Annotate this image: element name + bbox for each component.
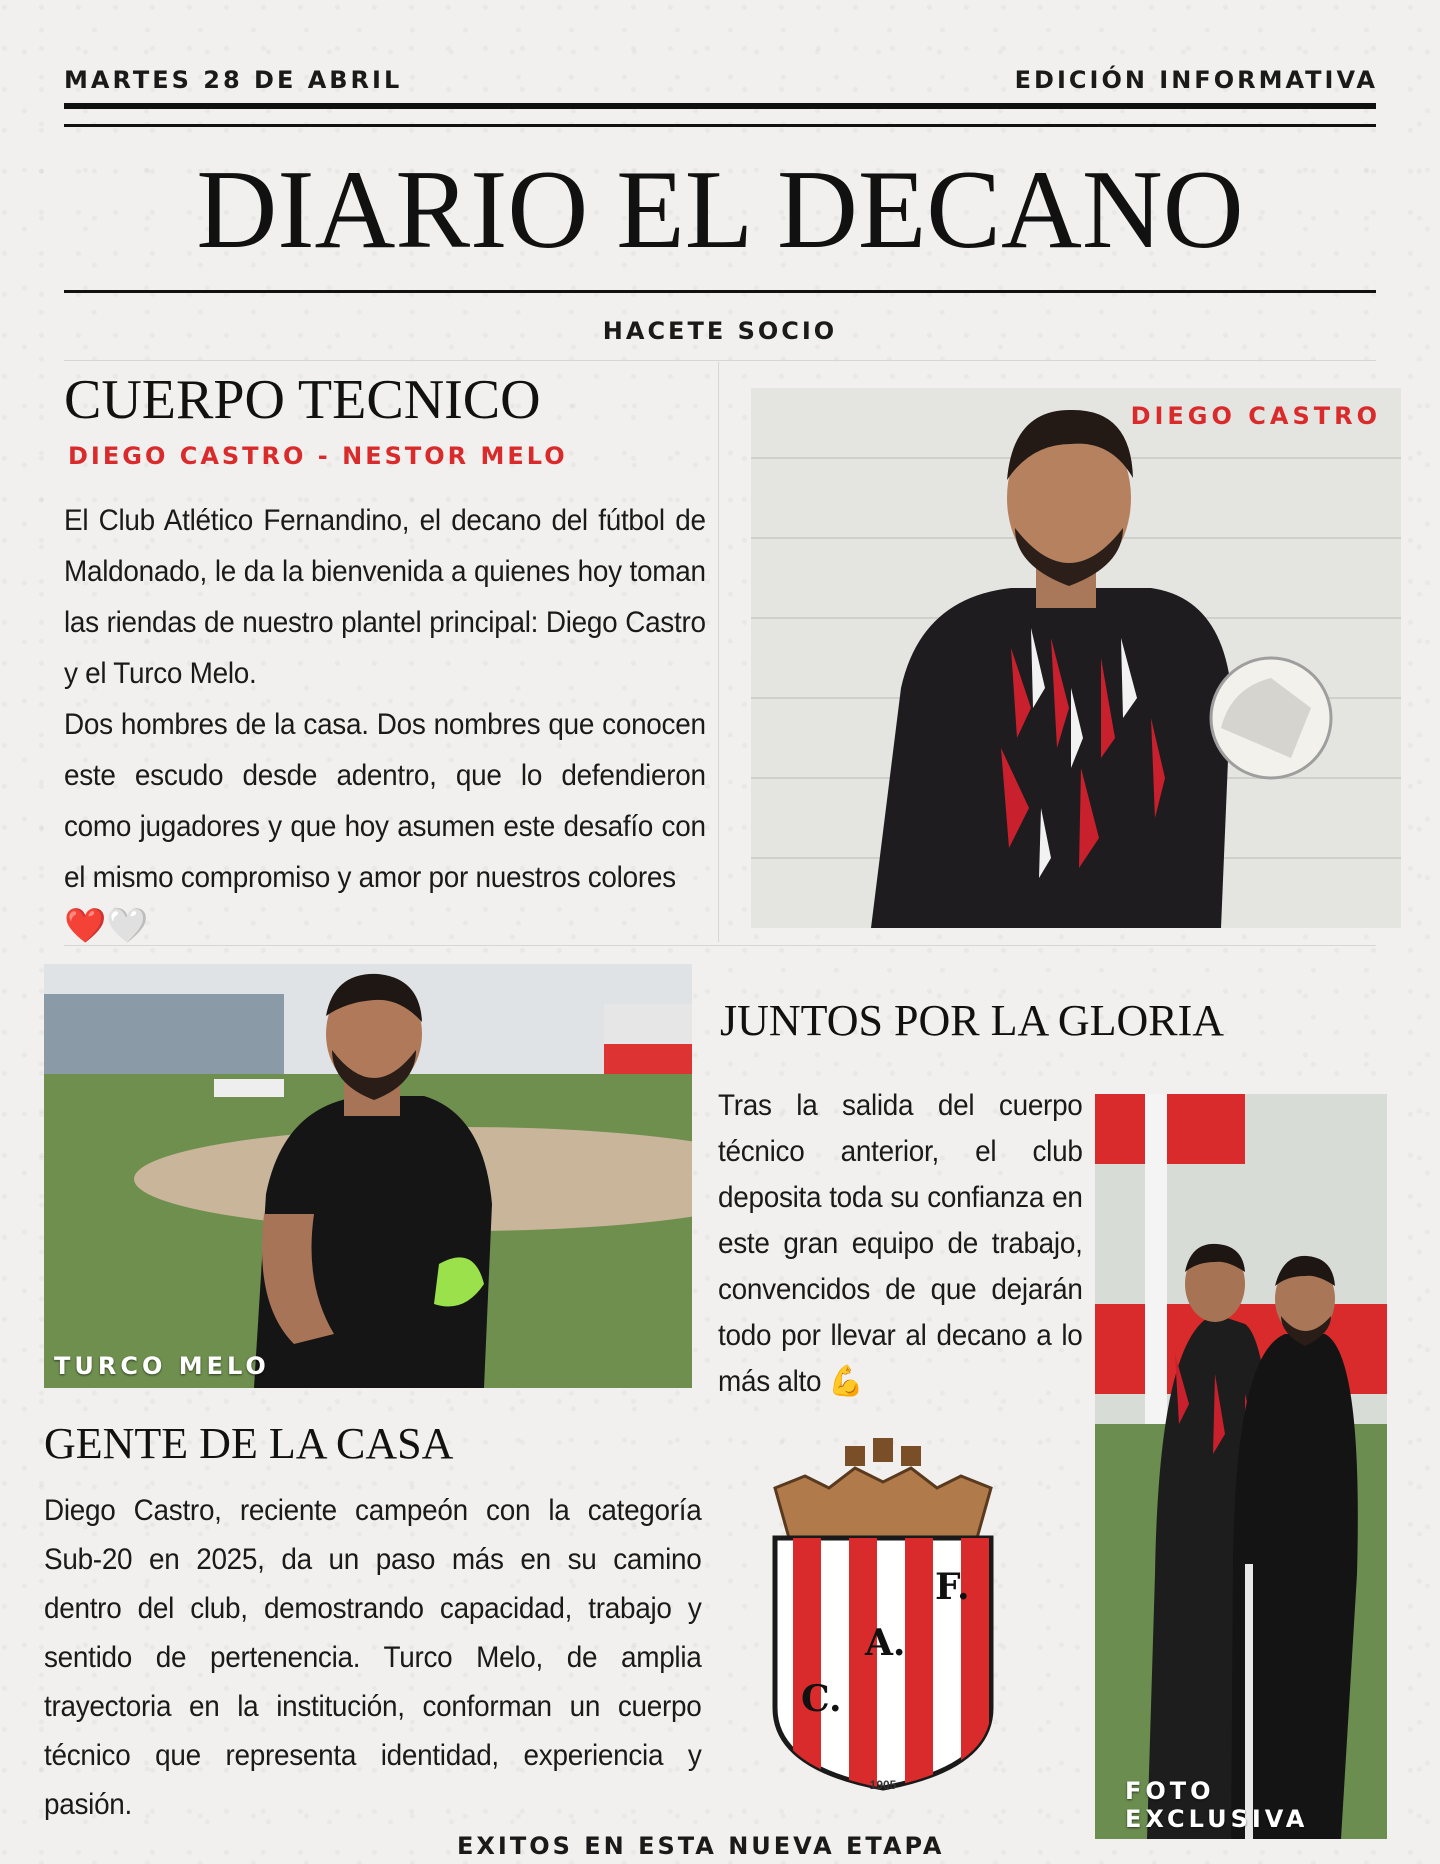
article1-paragraph-2: Dos hombres de la casa. Dos nombres que conocen este escudo desde adentro, que lo defendieron como jugadores y que hoy asumen este desafío con el mismo compromiso y amor por nuestros colores: [64, 708, 706, 894]
photo-exclusiva[interactable]: [1095, 1094, 1387, 1839]
article3-title: GENTE DE LA CASA: [44, 1419, 454, 1468]
crest-letter-f: F.: [935, 1566, 970, 1608]
section-rule-top: [64, 360, 1376, 361]
club-crest: [745, 1438, 1021, 1802]
article1-paragraph: El Club Atlético Fernandino, el decano del fútbol de Maldonado, le da la bienvenida a quienes hoy toman las riendas de nuestro plantel principal: Diego Castro y el Turco Melo.: [64, 504, 706, 690]
edition-label: EDICIÓN INFORMATIVA: [1014, 66, 1378, 94]
photo-diego-castro[interactable]: [751, 388, 1401, 928]
article3-paragraph: Diego Castro, reciente campeón con la categoría Sub-20 en 2025, da un paso más en su camino dentro del club, demostrando capacidad, trabajo y sentido de pertenencia. Turco Melo, de amplia trayectoria en la institución, conforman un cuerpo técnico que representa identidad, experiencia y pasión.: [44, 1494, 702, 1821]
crest-year: 1905: [869, 1778, 897, 1792]
article1-subtitle: DIEGO CASTRO - NESTOR MELO: [68, 442, 568, 470]
diego-castro-illustration: [751, 388, 1401, 928]
header-rule-thin: [64, 124, 1376, 127]
header-rule-thick: [64, 103, 1376, 109]
masthead: DIARIO EL DECANO: [196, 148, 1244, 272]
photo2-caption: TURCO MELO: [54, 1352, 270, 1380]
article2-title: JUNTOS POR LA GLORIA: [720, 996, 1225, 1045]
article3-body: [44, 1486, 751, 1829]
article2-body: [718, 1083, 1110, 1405]
turco-melo-illustration: [44, 964, 692, 1388]
section-rule-mid: [64, 945, 1376, 946]
crest-letter-a: A.: [865, 1622, 906, 1664]
article1-body: [64, 495, 754, 949]
footer-slogan: EXITOS EN ESTA NUEVA ETAPA: [457, 1832, 945, 1860]
article1-title: CUERPO TECNICO: [64, 369, 541, 431]
edition-date: MARTES 28 DE ABRIL: [64, 66, 403, 94]
crest-shield-icon: [745, 1438, 1021, 1802]
exclusive-photo-illustration: [1095, 1094, 1387, 1839]
crest-letter-c: C.: [801, 1678, 842, 1720]
masthead-rule: [64, 290, 1376, 293]
photo1-caption: DIEGO CASTRO: [1130, 402, 1381, 430]
photo-turco-melo[interactable]: [44, 964, 692, 1388]
article2-paragraph: Tras la salida del cuerpo técnico anterior, el club deposita toda su confianza en este gran equipo de trabajo, convencidos de que dejarán todo por llevar al decano a lo más alto 💪: [718, 1089, 1083, 1398]
tagline-link[interactable]: HACETE SOCIO: [602, 317, 838, 345]
photo3-caption: FOTO EXCLUSIVA: [1125, 1777, 1309, 1833]
heart-emojis: ❤️🤍: [64, 907, 149, 945]
